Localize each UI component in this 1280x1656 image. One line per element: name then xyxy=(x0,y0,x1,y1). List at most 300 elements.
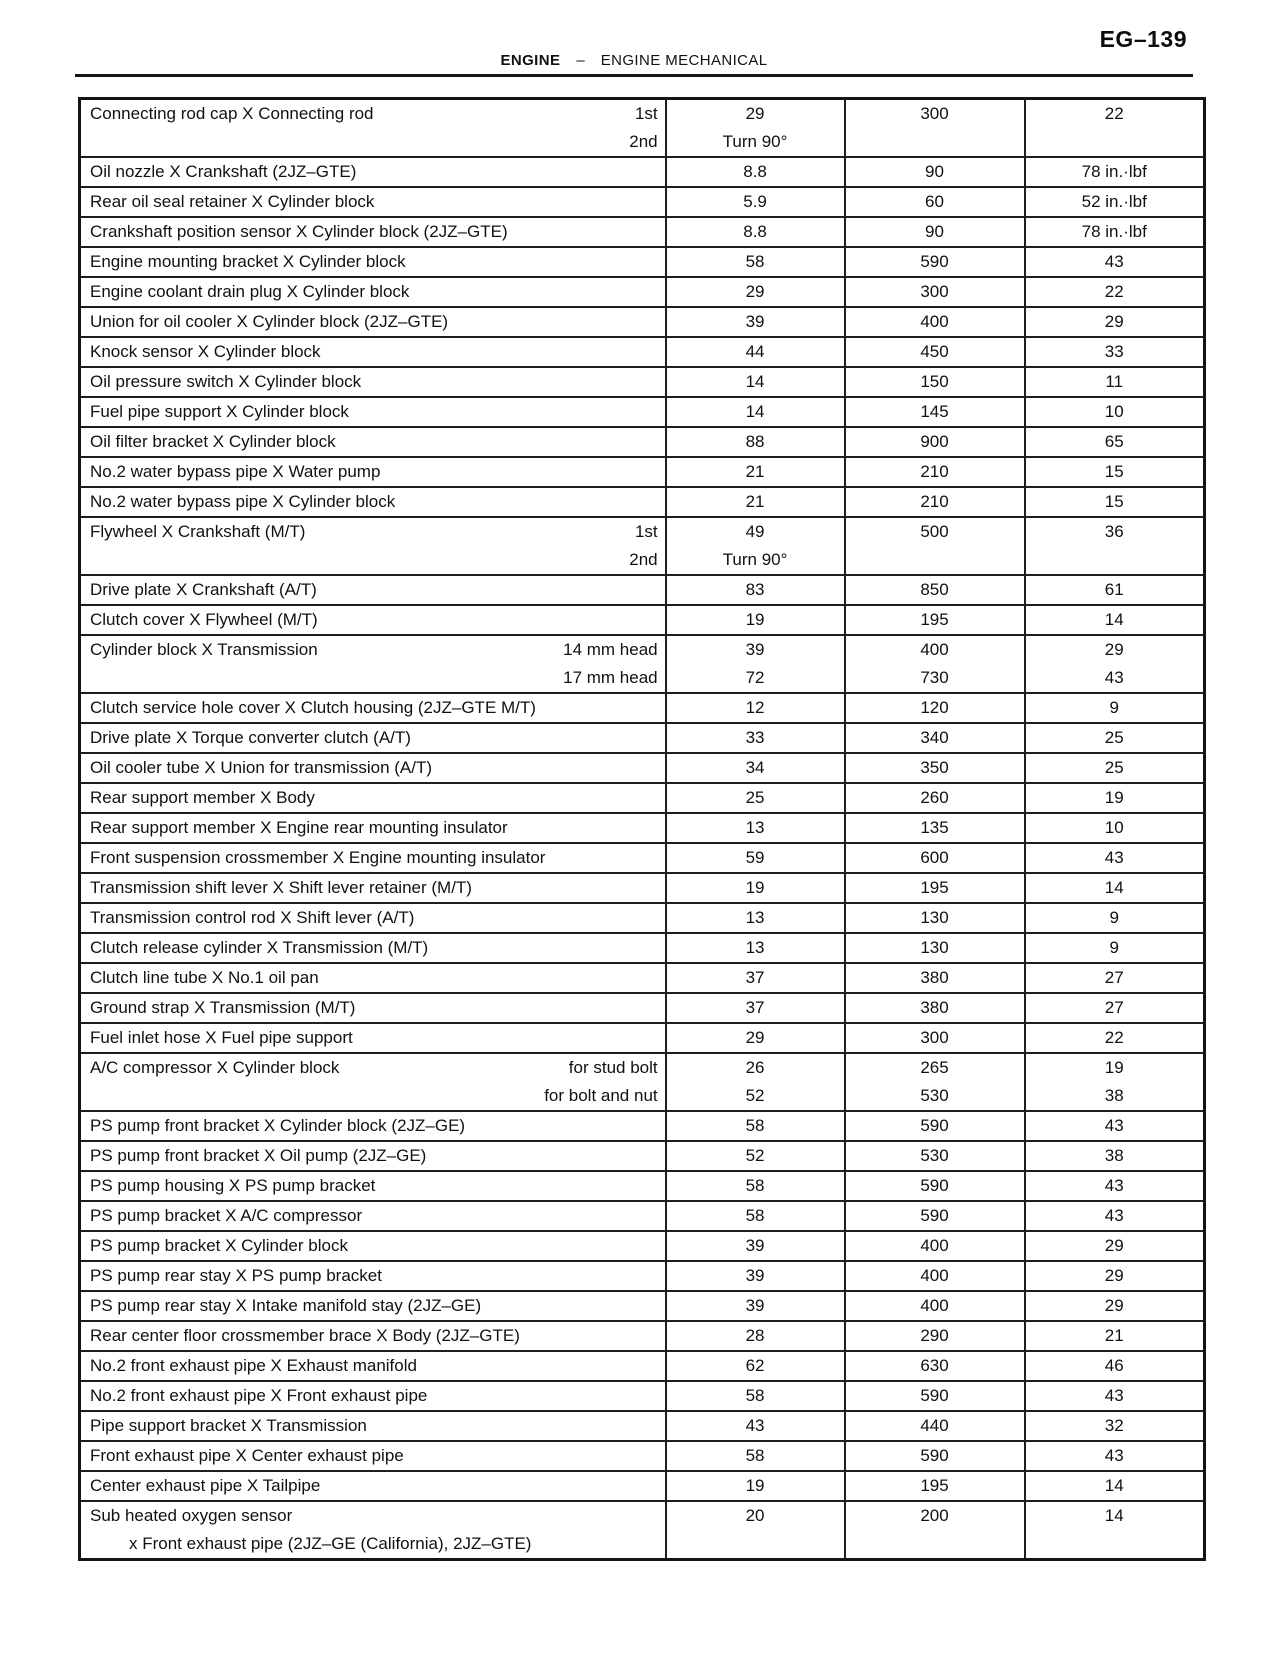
kgfcm-value-cell xyxy=(845,843,1025,873)
fastener-description: PS pump rear stay X PS pump bracket xyxy=(90,1266,382,1285)
torque-value: 43 xyxy=(1104,1206,1124,1225)
table-row xyxy=(80,427,1205,457)
condition-qualifier: for stud bolt xyxy=(568,1058,658,1077)
kgfcm-value-cell xyxy=(845,99,1025,158)
nm-value-cell xyxy=(666,157,845,187)
torque-value: 33 xyxy=(1104,342,1124,361)
table-row xyxy=(80,873,1205,903)
ftlbf-value-cell xyxy=(1025,277,1205,307)
torque-value: 38 xyxy=(1104,1146,1124,1165)
torque-value: 39 xyxy=(745,312,765,331)
torque-value: 8.8 xyxy=(743,222,767,241)
nm-value-cell xyxy=(666,337,845,367)
kgfcm-value-cell xyxy=(845,1351,1025,1381)
ftlbf-value-cell xyxy=(1025,903,1205,933)
torque-value: 28 xyxy=(745,1326,765,1345)
torque-value: 500 xyxy=(920,522,949,541)
fastener-description: Rear oil seal retainer X Cylinder block xyxy=(90,192,375,211)
torque-value: Turn 90° xyxy=(722,550,788,569)
torque-value: 21 xyxy=(745,462,765,481)
kgfcm-value-cell xyxy=(845,1053,1025,1111)
torque-value: 21 xyxy=(745,492,765,511)
torque-value: 43 xyxy=(1104,848,1124,867)
fastener-description: Clutch release cylinder X Transmission (M/T) xyxy=(90,938,429,957)
table-row xyxy=(80,1471,1205,1501)
kgfcm-value-cell xyxy=(845,247,1025,277)
torque-value: 9 xyxy=(1109,938,1119,957)
torque-value: 59 xyxy=(745,848,765,867)
fastener-description-cell xyxy=(80,873,666,903)
ftlbf-value-cell xyxy=(1025,1501,1205,1560)
torque-value: 260 xyxy=(920,788,949,807)
ftlbf-value-cell xyxy=(1025,873,1205,903)
table-row xyxy=(80,693,1205,723)
torque-value: 49 xyxy=(745,522,765,541)
kgfcm-value-cell xyxy=(845,963,1025,993)
nm-value-cell xyxy=(666,517,845,575)
kgfcm-value-cell xyxy=(845,813,1025,843)
kgfcm-value-cell xyxy=(845,397,1025,427)
fastener-description: Oil filter bracket X Cylinder block xyxy=(90,432,336,451)
fastener-description-cell xyxy=(80,1171,666,1201)
kgfcm-value-cell xyxy=(845,337,1025,367)
torque-value: 58 xyxy=(745,1116,765,1135)
fastener-description: No.2 water bypass pipe X Water pump xyxy=(90,462,381,481)
torque-value: 58 xyxy=(745,1176,765,1195)
torque-value: 39 xyxy=(745,1266,765,1285)
ftlbf-value-cell xyxy=(1025,457,1205,487)
fastener-description: Oil pressure switch X Cylinder block xyxy=(90,372,362,391)
page-number: EG–139 xyxy=(1099,26,1187,52)
torque-value: 27 xyxy=(1104,968,1124,987)
torque-value: 29 xyxy=(1104,1266,1124,1285)
torque-value: 21 xyxy=(1104,1326,1124,1345)
nm-value-cell xyxy=(666,575,845,605)
torque-value: 11 xyxy=(1105,372,1124,391)
torque-value: 29 xyxy=(1104,640,1124,659)
ftlbf-value-cell xyxy=(1025,813,1205,843)
torque-value: 14 xyxy=(1104,878,1124,897)
torque-value: 43 xyxy=(1104,1116,1124,1135)
torque-value: 12 xyxy=(745,698,765,717)
torque-value: 210 xyxy=(920,462,949,481)
nm-value-cell xyxy=(666,903,845,933)
nm-value-cell xyxy=(666,1441,845,1471)
table-row xyxy=(80,1501,1205,1560)
kgfcm-value-cell xyxy=(845,1261,1025,1291)
fastener-description: Transmission shift lever X Shift lever retainer (M/T) xyxy=(90,878,472,897)
kgfcm-value-cell xyxy=(845,723,1025,753)
torque-value: 600 xyxy=(920,848,949,867)
torque-value: 590 xyxy=(920,1206,949,1225)
kgfcm-value-cell xyxy=(845,605,1025,635)
fastener-description-cell xyxy=(80,1291,666,1321)
torque-value: 380 xyxy=(920,968,949,987)
table-row xyxy=(80,605,1205,635)
torque-value: 60 xyxy=(925,192,944,211)
table-row xyxy=(80,217,1205,247)
torque-value: 300 xyxy=(920,1028,949,1047)
kgfcm-value-cell xyxy=(845,783,1025,813)
nm-value-cell xyxy=(666,635,845,693)
section-header xyxy=(75,52,1193,69)
table-row xyxy=(80,1201,1205,1231)
condition-qualifier: 1st xyxy=(634,522,658,541)
ftlbf-value-cell xyxy=(1025,575,1205,605)
fastener-description-cell xyxy=(80,1111,666,1141)
torque-value: 590 xyxy=(920,1446,949,1465)
fastener-description-cell xyxy=(80,843,666,873)
fastener-description: Knock sensor X Cylinder block xyxy=(90,342,321,361)
nm-value-cell xyxy=(666,187,845,217)
torque-value: 130 xyxy=(920,908,949,927)
kgfcm-value-cell xyxy=(845,1141,1025,1171)
torque-value: 25 xyxy=(1104,758,1124,777)
nm-value-cell xyxy=(666,723,845,753)
torque-value: 200 xyxy=(920,1506,949,1525)
table-row xyxy=(80,783,1205,813)
ftlbf-value-cell xyxy=(1025,993,1205,1023)
torque-value: 290 xyxy=(920,1326,949,1345)
kgfcm-value-cell xyxy=(845,575,1025,605)
fastener-description-cell xyxy=(80,1351,666,1381)
torque-value: 43 xyxy=(1104,252,1124,271)
torque-value: 13 xyxy=(745,938,765,957)
ftlbf-value-cell xyxy=(1025,723,1205,753)
torque-value: 19 xyxy=(745,1476,765,1495)
fastener-description: Drive plate X Crankshaft (A/T) xyxy=(90,580,317,599)
fastener-description-cell xyxy=(80,753,666,783)
table-row xyxy=(80,993,1205,1023)
fastener-description-cell xyxy=(80,693,666,723)
kgfcm-value-cell xyxy=(845,1023,1025,1053)
ftlbf-value-cell xyxy=(1025,605,1205,635)
fastener-description: Pipe support bracket X Transmission xyxy=(90,1416,367,1435)
torque-value: 78 in.·lbf xyxy=(1081,162,1147,181)
fastener-description: Rear support member X Engine rear mounting insulator xyxy=(90,818,508,837)
torque-value: 29 xyxy=(1104,1236,1124,1255)
fastener-description: Oil nozzle X Crankshaft (2JZ–GTE) xyxy=(90,162,357,181)
torque-value: 19 xyxy=(1104,788,1124,807)
torque-value: 39 xyxy=(745,1296,765,1315)
table-row xyxy=(80,1411,1205,1441)
section-title: ENGINE xyxy=(500,52,561,69)
ftlbf-value-cell xyxy=(1025,517,1205,575)
fastener-description: PS pump bracket X A/C compressor xyxy=(90,1206,363,1225)
table-row xyxy=(80,157,1205,187)
fastener-description-cell xyxy=(80,575,666,605)
torque-value: 150 xyxy=(920,372,949,391)
nm-value-cell xyxy=(666,693,845,723)
torque-value: 29 xyxy=(745,1028,765,1047)
torque-value: 590 xyxy=(920,1116,949,1135)
fastener-description-cell xyxy=(80,1261,666,1291)
nm-value-cell xyxy=(666,217,845,247)
torque-value: 530 xyxy=(920,1086,949,1105)
fastener-description-cell xyxy=(80,337,666,367)
ftlbf-value-cell xyxy=(1025,1321,1205,1351)
torque-value: 62 xyxy=(745,1356,765,1375)
ftlbf-value-cell xyxy=(1025,783,1205,813)
fastener-description: x Front exhaust pipe (2JZ–GE (California), 2JZ–GTE) xyxy=(129,1534,532,1553)
table-row xyxy=(80,963,1205,993)
nm-value-cell xyxy=(666,1141,845,1171)
nm-value-cell xyxy=(666,963,845,993)
nm-value-cell xyxy=(666,1501,845,1560)
nm-value-cell xyxy=(666,307,845,337)
fastener-description-cell xyxy=(80,933,666,963)
torque-value: 380 xyxy=(920,998,949,1017)
nm-value-cell xyxy=(666,753,845,783)
kgfcm-value-cell xyxy=(845,1321,1025,1351)
kgfcm-value-cell xyxy=(845,693,1025,723)
torque-value: 210 xyxy=(920,492,949,511)
ftlbf-value-cell xyxy=(1025,635,1205,693)
nm-value-cell xyxy=(666,1261,845,1291)
table-row xyxy=(80,517,1205,575)
nm-value-cell xyxy=(666,1411,845,1441)
torque-value: 58 xyxy=(745,1386,765,1405)
nm-value-cell xyxy=(666,1111,845,1141)
torque-value: 34 xyxy=(745,758,765,777)
fastener-description: Fuel pipe support X Cylinder block xyxy=(90,402,349,421)
nm-value-cell xyxy=(666,843,845,873)
fastener-description-cell xyxy=(80,963,666,993)
torque-value: 46 xyxy=(1104,1356,1124,1375)
nm-value-cell xyxy=(666,933,845,963)
fastener-description-cell xyxy=(80,487,666,517)
kgfcm-value-cell xyxy=(845,873,1025,903)
ftlbf-value-cell xyxy=(1025,1023,1205,1053)
fastener-description: No.2 water bypass pipe X Cylinder block xyxy=(90,492,396,511)
torque-value: 13 xyxy=(745,818,765,837)
nm-value-cell xyxy=(666,1471,845,1501)
torque-value: 730 xyxy=(920,668,949,687)
nm-value-cell xyxy=(666,1321,845,1351)
torque-value: 88 xyxy=(745,432,765,451)
ftlbf-value-cell xyxy=(1025,693,1205,723)
ftlbf-value-cell xyxy=(1025,1411,1205,1441)
table-row xyxy=(80,575,1205,605)
torque-value: 52 in.·lbf xyxy=(1081,192,1147,211)
ftlbf-value-cell xyxy=(1025,187,1205,217)
ftlbf-value-cell xyxy=(1025,427,1205,457)
fastener-description-cell xyxy=(80,99,666,158)
torque-value: 44 xyxy=(745,342,765,361)
torque-value: 65 xyxy=(1104,432,1124,451)
kgfcm-value-cell xyxy=(845,1201,1025,1231)
fastener-description-cell xyxy=(80,517,666,575)
nm-value-cell xyxy=(666,99,845,158)
ftlbf-value-cell xyxy=(1025,1171,1205,1201)
nm-value-cell xyxy=(666,397,845,427)
nm-value-cell xyxy=(666,1231,845,1261)
torque-value: 195 xyxy=(920,1476,949,1495)
torque-value: 58 xyxy=(745,252,765,271)
torque-value: 22 xyxy=(1104,104,1124,123)
nm-value-cell xyxy=(666,1351,845,1381)
ftlbf-value-cell xyxy=(1025,963,1205,993)
table-row xyxy=(80,933,1205,963)
fastener-description: PS pump front bracket X Oil pump (2JZ–GE) xyxy=(90,1146,427,1165)
torque-value: 120 xyxy=(920,698,949,717)
fastener-description: No.2 front exhaust pipe X Front exhaust pipe xyxy=(90,1386,428,1405)
nm-value-cell xyxy=(666,993,845,1023)
torque-value: 340 xyxy=(920,728,949,747)
table-row xyxy=(80,1231,1205,1261)
fastener-description-cell xyxy=(80,217,666,247)
table-row xyxy=(80,1381,1205,1411)
torque-value: 440 xyxy=(920,1416,949,1435)
table-row xyxy=(80,635,1205,693)
torque-value: 43 xyxy=(1104,1386,1124,1405)
ftlbf-value-cell xyxy=(1025,933,1205,963)
table-row xyxy=(80,487,1205,517)
kgfcm-value-cell xyxy=(845,1441,1025,1471)
torque-value: 590 xyxy=(920,1386,949,1405)
torque-value: 900 xyxy=(920,432,949,451)
torque-value: 400 xyxy=(920,1266,949,1285)
kgfcm-value-cell xyxy=(845,1471,1025,1501)
kgfcm-value-cell xyxy=(845,753,1025,783)
fastener-description: Engine mounting bracket X Cylinder block xyxy=(90,252,406,271)
fastener-description-cell xyxy=(80,1141,666,1171)
fastener-description: No.2 front exhaust pipe X Exhaust manifold xyxy=(90,1356,417,1375)
kgfcm-value-cell xyxy=(845,457,1025,487)
nm-value-cell xyxy=(666,1201,845,1231)
nm-value-cell xyxy=(666,605,845,635)
table-row xyxy=(80,277,1205,307)
ftlbf-value-cell xyxy=(1025,1291,1205,1321)
ftlbf-value-cell xyxy=(1025,397,1205,427)
section-subtitle: ENGINE MECHANICAL xyxy=(600,52,768,69)
ftlbf-value-cell xyxy=(1025,1441,1205,1471)
torque-value: 590 xyxy=(920,252,949,271)
torque-value: 43 xyxy=(1104,668,1124,687)
torque-value: 58 xyxy=(745,1206,765,1225)
table-row xyxy=(80,1171,1205,1201)
torque-value: 8.8 xyxy=(743,162,767,181)
torque-value: 27 xyxy=(1104,998,1124,1017)
ftlbf-value-cell xyxy=(1025,1053,1205,1111)
fastener-description-cell xyxy=(80,1231,666,1261)
fastener-description-cell xyxy=(80,1321,666,1351)
fastener-description: PS pump front bracket X Cylinder block (2JZ–GE) xyxy=(90,1116,466,1135)
table-row xyxy=(80,367,1205,397)
kgfcm-value-cell xyxy=(845,307,1025,337)
nm-value-cell xyxy=(666,1381,845,1411)
torque-value: 32 xyxy=(1104,1416,1124,1435)
fastener-description: PS pump bracket X Cylinder block xyxy=(90,1236,348,1255)
torque-value: 13 xyxy=(745,908,765,927)
torque-value: 450 xyxy=(920,342,949,361)
ftlbf-value-cell xyxy=(1025,1231,1205,1261)
fastener-description-cell xyxy=(80,397,666,427)
torque-value: 72 xyxy=(745,668,765,687)
table-row xyxy=(80,1261,1205,1291)
ftlbf-value-cell xyxy=(1025,337,1205,367)
fastener-description-cell xyxy=(80,1501,666,1560)
table-row xyxy=(80,187,1205,217)
torque-value: 90 xyxy=(925,162,944,181)
nm-value-cell xyxy=(666,247,845,277)
ftlbf-value-cell xyxy=(1025,487,1205,517)
torque-value: 400 xyxy=(920,640,949,659)
header-rule xyxy=(75,74,1193,77)
fastener-description-cell xyxy=(80,367,666,397)
fastener-description: Sub heated oxygen sensor xyxy=(90,1506,293,1525)
table-row xyxy=(80,1111,1205,1141)
nm-value-cell xyxy=(666,487,845,517)
fastener-description: Fuel inlet hose X Fuel pipe support xyxy=(90,1028,353,1047)
torque-value: 39 xyxy=(745,1236,765,1255)
fastener-description-cell xyxy=(80,277,666,307)
nm-value-cell xyxy=(666,367,845,397)
ftlbf-value-cell xyxy=(1025,843,1205,873)
fastener-description-cell xyxy=(80,1053,666,1111)
nm-value-cell xyxy=(666,873,845,903)
table-row xyxy=(80,307,1205,337)
torque-value: 14 xyxy=(745,372,765,391)
fastener-description-cell xyxy=(80,1023,666,1053)
torque-value: 52 xyxy=(745,1086,765,1105)
fastener-description: Cylinder block X Transmission xyxy=(90,640,318,659)
ftlbf-value-cell xyxy=(1025,1381,1205,1411)
torque-value: 350 xyxy=(920,758,949,777)
torque-value: 19 xyxy=(745,610,765,629)
fastener-description: Engine coolant drain plug X Cylinder block xyxy=(90,282,410,301)
fastener-description-cell xyxy=(80,157,666,187)
condition-qualifier: 2nd xyxy=(629,132,658,151)
fastener-description-cell xyxy=(80,993,666,1023)
fastener-description-cell xyxy=(80,247,666,277)
torque-value: 33 xyxy=(745,728,765,747)
table-row xyxy=(80,397,1205,427)
torque-value: 590 xyxy=(920,1176,949,1195)
nm-value-cell xyxy=(666,813,845,843)
kgfcm-value-cell xyxy=(845,1111,1025,1141)
fastener-description: A/C compressor X Cylinder block xyxy=(90,1058,340,1077)
fastener-description: PS pump housing X PS pump bracket xyxy=(90,1176,376,1195)
kgfcm-value-cell xyxy=(845,635,1025,693)
torque-value: 265 xyxy=(920,1058,949,1077)
fastener-description: Union for oil cooler X Cylinder block (2JZ–GTE) xyxy=(90,312,449,331)
torque-value: 400 xyxy=(920,1296,949,1315)
ftlbf-value-cell xyxy=(1025,1261,1205,1291)
table-row xyxy=(80,903,1205,933)
fastener-description: Transmission control rod X Shift lever (A/T) xyxy=(90,908,415,927)
torque-value: 19 xyxy=(1104,1058,1124,1077)
fastener-description-cell xyxy=(80,1441,666,1471)
table-row xyxy=(80,1053,1205,1111)
table-row xyxy=(80,1351,1205,1381)
table-row xyxy=(80,1321,1205,1351)
fastener-description-cell xyxy=(80,1411,666,1441)
nm-value-cell xyxy=(666,1291,845,1321)
fastener-description-cell xyxy=(80,1381,666,1411)
nm-value-cell xyxy=(666,1171,845,1201)
torque-value: 14 xyxy=(1104,1476,1124,1495)
kgfcm-value-cell xyxy=(845,993,1025,1023)
torque-value: 19 xyxy=(745,878,765,897)
torque-value: 29 xyxy=(745,104,765,123)
fastener-description-cell xyxy=(80,1201,666,1231)
fastener-description: Crankshaft position sensor X Cylinder block (2JZ–GTE) xyxy=(90,222,508,241)
torque-value: 58 xyxy=(745,1446,765,1465)
torque-value: 130 xyxy=(920,938,949,957)
torque-value: 300 xyxy=(920,282,949,301)
ftlbf-value-cell xyxy=(1025,157,1205,187)
